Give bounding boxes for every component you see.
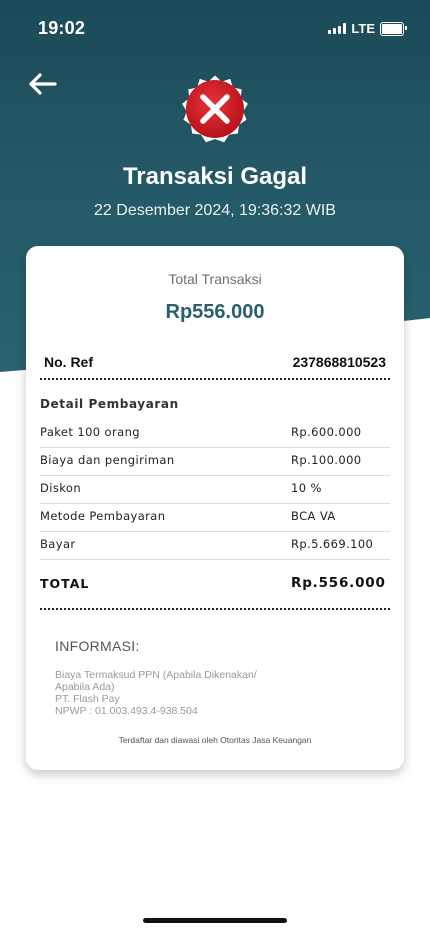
total-transaction-label: Total Transaksi [168,271,262,287]
status-bar [0,0,430,56]
info-line: Apabila Ada) [55,681,115,693]
info-line: PT. Flash Pay [55,693,120,705]
info-text [55,669,295,717]
network-type: LTE [351,21,375,36]
info-line: Biaya Termaksud PPN (Apabila Dikenakan/ [55,669,257,681]
detail-row [40,503,390,532]
status-indicators [328,21,404,36]
detail-value: Rp.100.000 [291,453,362,467]
page-title: Transaksi Gagal [122,163,308,190]
grand-total-value: Rp.556.000 [291,575,386,591]
reference-row [44,354,386,370]
signal-strength-icon [328,23,346,34]
detail-row [40,475,390,504]
detail-label: Biaya dan pengiriman [40,453,175,467]
battery-icon [380,22,404,36]
arrow-left-icon [26,70,58,98]
detail-label: Diskon [40,481,82,495]
detail-label: Metode Pembayaran [40,509,166,523]
failed-x-badge-icon [174,68,256,150]
reference-label: No. Ref [44,354,93,370]
detail-value: BCA VA [291,509,336,523]
info-title: INFORMASI: [55,638,140,654]
detail-label: Bayar [40,537,76,551]
detail-row [40,419,390,448]
receipt-card [26,246,404,770]
detail-label: Paket 100 orang [40,425,140,439]
payment-detail-heading: Detail Pembayaran [40,397,179,411]
total-transaction-amount: Rp556.000 [165,301,265,323]
detail-row [40,447,390,476]
transaction-datetime: 22 Desember 2024, 19:36:32 WIB [94,202,336,219]
detail-row [40,531,390,560]
reference-number: 237868810523 [292,354,386,370]
info-line: NPWP : 01.003.493.4-938.504 [55,705,198,717]
detail-value: Rp.600.000 [291,425,362,439]
detail-value: 10 % [291,481,322,495]
divider-dotted [40,378,390,380]
home-indicator[interactable] [143,918,287,923]
regulator-note: Terdaftar dan diawasi oleh Otoritas Jasa Keuangan [118,735,312,745]
detail-value: Rp.5.669.100 [291,537,374,551]
back-button[interactable] [26,70,58,98]
divider-dotted [40,608,390,610]
grand-total-label: TOTAL [40,576,90,591]
status-time: 19:02 [38,18,86,38]
